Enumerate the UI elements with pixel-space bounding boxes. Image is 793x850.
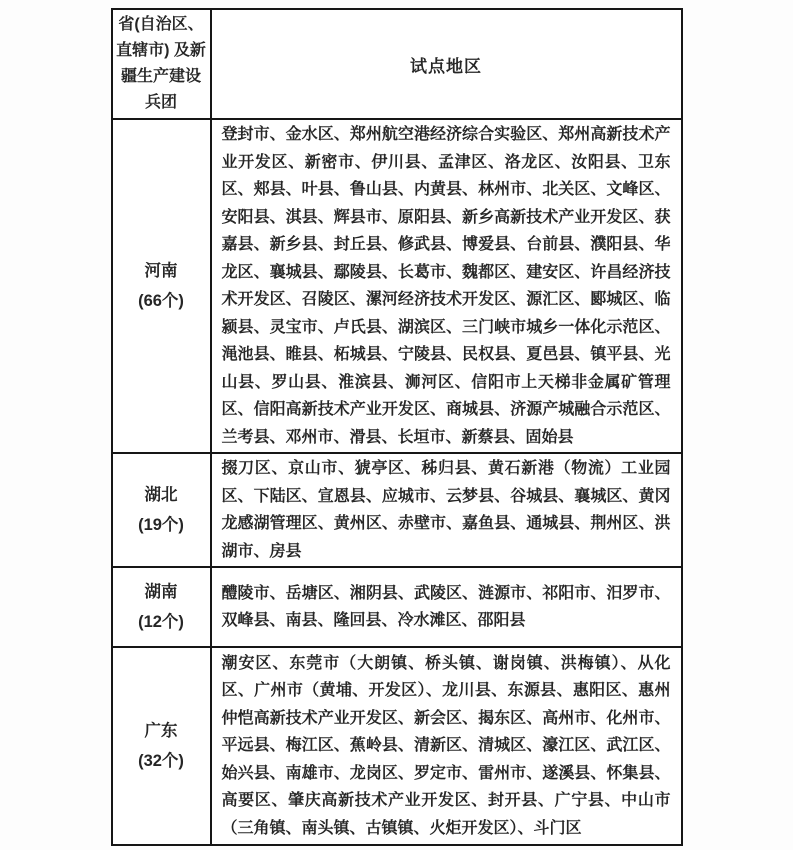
table-row-guangdong [112,647,682,845]
province-count: (32个) [138,752,184,770]
areas-cell-hunan: 醴陵市、岳塘区、湘阴县、武陵区、涟源市、祁阳市、汨罗市、双峰县、南县、隆回县、冷水滩区、邵阳县 [211,567,682,647]
province-count: (66个) [138,292,184,310]
province-cell-henan [112,119,211,453]
table-row-hunan [112,567,682,647]
province-column-header: 省(自治区、直辖市) 及新疆生产建设兵团 [112,9,211,119]
pilot-areas-column-header: 试点地区 [211,9,682,119]
province-count: (19个) [138,516,184,534]
pilot-areas-table [111,8,683,846]
province-cell-hubei [112,453,211,567]
province-cell-hunan [112,567,211,647]
province-name: 湖北 [144,486,178,504]
table-row-hubei [112,453,682,567]
table-row-henan [112,119,682,453]
province-name: 广东 [144,722,178,740]
header-row [112,9,682,119]
province-count: (12个) [138,613,184,631]
areas-cell-henan: 登封市、金水区、郑州航空港经济综合实验区、郑州高新技术产业开发区、新密市、伊川县、孟津区、洛龙区、汝阳县、卫东区、郏县、叶县、鲁山县、内黄县、林州市、北关区、文峰区、安阳县、淇县、辉县市、原阳县、新乡高新技术产业开发区、获嘉县、新乡县、封丘县、修武县、博爱县、台前县、濮阳县、华龙区、襄城县、鄢陵县、长葛市、魏都区、建安区、许昌经济技术开发区、召陵区、漯河经济技术开发区、源汇区、郾城区、临颍县、灵宝市、卢氏县、湖滨区、三门峡市城乡一体化示范区、渑池县、睢县、柘城县、宁陵县、民权县、夏邑县、镇平县、光山县、罗山县、淮滨县、浉河区、信阳市上天梯非金属矿管理区、信阳高新技术产业开发区、商城县、济源产城融合示范区、兰考县、邓州市、滑县、长垣市、新蔡县、固始县 [211,119,682,453]
areas-cell-hubei: 掇刀区、京山市、猇亭区、秭归县、黄石新港（物流）工业园区、下陆区、宣恩县、应城市、云梦县、谷城县、襄城区、黄冈龙感湖管理区、黄州区、赤壁市、嘉鱼县、通城县、荆州区、洪湖市、房县 [211,453,682,567]
province-cell-guangdong [112,647,211,845]
areas-cell-guangdong: 潮安区、东莞市（大朗镇、桥头镇、谢岗镇、洪梅镇）、从化区、广州市（黄埔、开发区）、龙川县、东源县、惠阳区、惠州仲恺高新技术产业开发区、新会区、揭东区、高州市、化州市、平远县、梅江区、蕉岭县、清新区、清城区、濠江区、武江区、始兴县、南雄市、龙岗区、罗定市、雷州市、遂溪县、怀集县、高要区、肇庆高新技术产业开发区、封开县、广宁县、中山市（三角镇、南头镇、古镇镇、火炬开发区）、斗门区 [211,647,682,845]
province-name: 湖南 [144,583,178,601]
province-name: 河南 [144,262,178,280]
